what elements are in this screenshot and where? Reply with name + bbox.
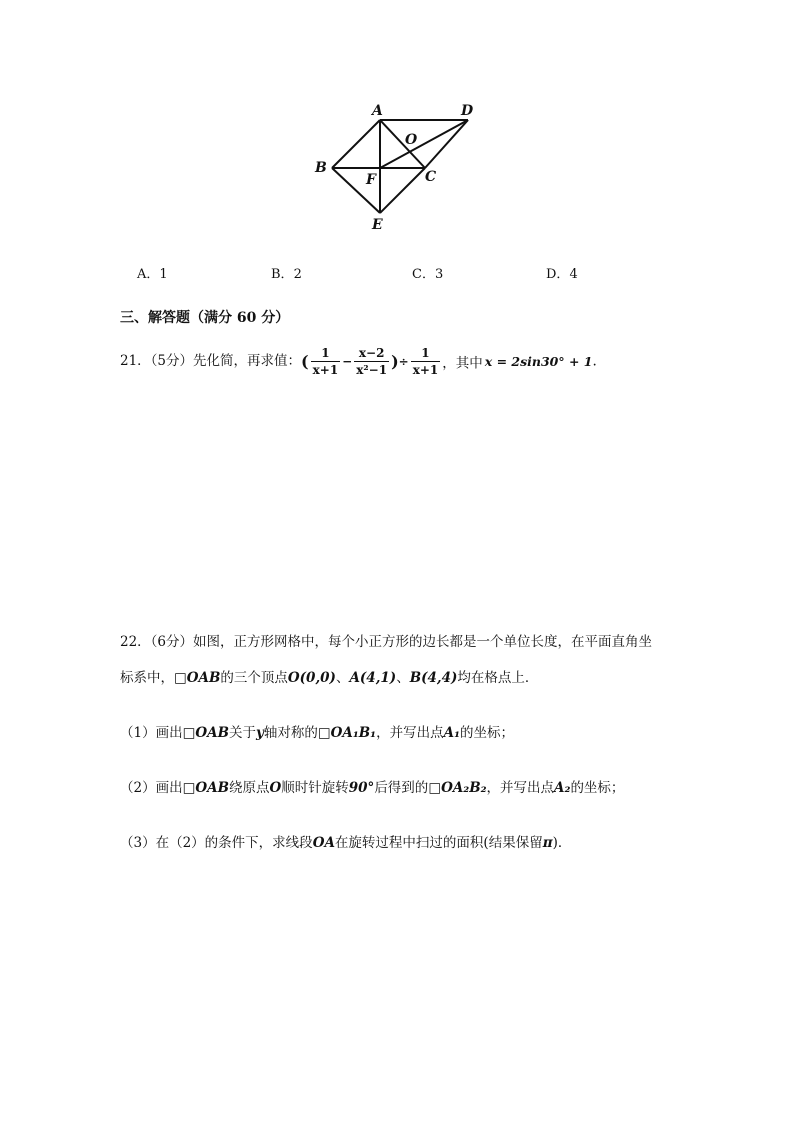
q21-minus: − [342,354,353,369]
q22-p3-c: )． [552,835,572,851]
label-a: A [372,103,383,119]
q22-p3-segment: OA [312,835,335,851]
q22-point-o: O(0,0) [287,670,336,686]
q22-p1-triangle: □OAB [182,725,229,741]
geometry-figure [310,98,490,238]
q21-f1-num: 1 [311,346,341,362]
q22-p2-b: 绕原点 [229,780,270,796]
q22-p2-triangle: □OAB [182,780,229,796]
q22-p1-point: A₁ [443,725,460,741]
q22-p1-a: （1）画出 [120,725,183,741]
label-o: O [405,132,418,148]
q22-point-b: B(4,4) [409,670,458,686]
q22-l2-c: 均在格点上． [457,670,539,686]
q22-l2-b: 的三个顶点 [220,670,288,686]
q22-p1-c: 轴对称的 [263,725,318,741]
segment-ce [380,168,425,213]
q22-p3-a: （3）在（2）的条件下，求线段 [120,835,313,851]
q22-line-1: 22．（6分）如图，正方形网格中，每个小正方形的边长都是一个单位长度，在平面直角坐 [120,634,653,650]
option-d-value: 4 [569,267,578,282]
option-a-value: 1 [159,267,168,282]
option-d-letter: D． [546,267,570,282]
q21-fraction-2 [354,346,389,377]
q22-p2-degree: 90° [348,780,375,796]
q22-sep-2: 、 [396,670,410,686]
option-b[interactable] [271,263,302,282]
q21-prefix: 21．（5分）先化简，再求值： [120,353,302,369]
label-c: C [425,169,437,185]
q22-part-1 [120,721,514,741]
q22-line-2 [120,666,538,686]
option-a[interactable] [137,263,168,282]
q22-p1-b: 关于 [229,725,256,741]
segment-ba [332,120,380,168]
q21-f1-den: x+1 [312,363,339,377]
q21-f2-num: x−2 [354,346,389,362]
option-c-value: 3 [434,267,444,282]
q21-f3-num: 1 [411,346,441,362]
q22-p2-c: 顺时针旋转 [281,780,349,796]
q22-p1-e: 的坐标； [459,725,514,741]
question-21 [120,346,597,377]
q22-p2-e: ，并写出点 [486,780,555,796]
q22-p2-a: （2）画出 [120,780,183,796]
q22-p2-f: 的坐标； [570,780,625,796]
option-c[interactable] [412,263,443,282]
option-d[interactable] [546,263,578,282]
segment-fd [380,120,468,168]
q22-sep-1: 、 [335,670,350,686]
q22-p1-d: ，并写出点 [376,725,444,741]
section-title: 三、解答题（满分 60 分） [120,310,290,326]
q21-fraction-1 [311,346,341,377]
q21-div: ÷ [398,354,409,369]
segment-ac [380,120,425,168]
label-d: D [461,103,474,119]
option-b-letter: B． [271,267,294,282]
q22-l2-a: 标系中， [120,670,174,686]
label-f: F [366,172,376,188]
q22-p2-triangle-2: □OA₂B₂ [428,780,487,796]
option-a-letter: A． [137,267,160,282]
q22-part-2 [120,776,624,796]
q21-f3-den: x+1 [412,363,439,377]
q22-p3-pi: π [542,835,553,851]
q21-rparen: ) [391,352,399,371]
q21-f2-den: x²−1 [356,363,388,377]
q22-p1-axis: y [256,725,264,741]
label-e: E [372,217,383,233]
q21-mid: ，其中 [442,355,483,372]
segment-dc [425,120,468,168]
q22-triangle-oab: □OAB [174,670,221,686]
q22-part-3 [120,831,571,851]
q22-p1-triangle-2: □OA₁B₁ [317,725,377,741]
label-b: B [315,160,327,176]
q21-end: . [592,353,597,370]
q22-point-a: A(4,1) [349,670,397,686]
q22-p2-origin: O [269,780,282,796]
option-c-letter: C． [412,267,435,282]
option-b-value: 2 [293,267,302,282]
q22-p2-d: 后得到的 [374,780,429,796]
figure-lines [332,120,468,213]
q21-fraction-3 [411,346,441,377]
q21-lparen: ( [301,352,309,371]
q22-p2-point: A₂ [554,780,571,796]
q21-condition: x = 2sin30° + 1 [484,354,593,369]
q22-p3-b: 在旋转过程中扫过的面积(结果保留 [334,835,543,851]
